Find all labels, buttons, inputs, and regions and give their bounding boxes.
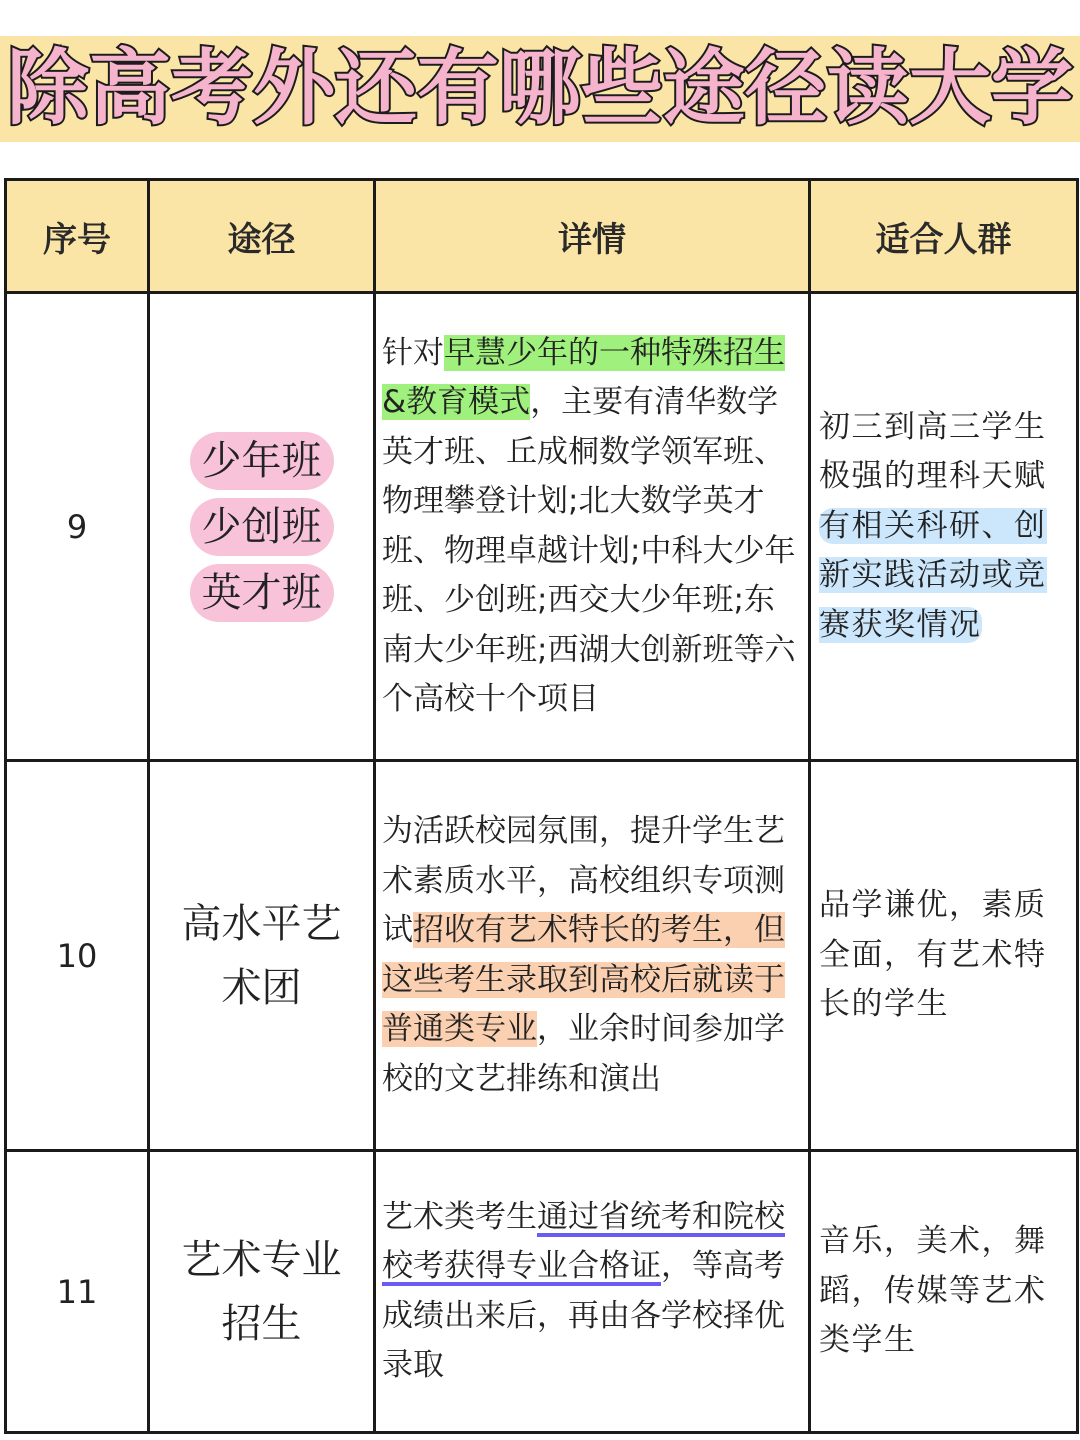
detail-cell xyxy=(375,1151,810,1433)
route-cell xyxy=(149,293,375,761)
route-pill: 英才班 xyxy=(190,564,334,622)
table-row xyxy=(6,761,1078,1151)
detail-text: ，主要有清华数学英才班、丘成桐数学领军班、物理攀登计划;北大数学英才班、物理卓越计划;中科大少年班、少创班;西交大少年班;东南大少年班;西湖大创新班等六个高校十个项目 xyxy=(382,384,796,717)
route-cell: 高水平艺术团 xyxy=(149,761,375,1151)
routes-table xyxy=(4,178,1079,1434)
row-index: 10 xyxy=(6,761,149,1151)
detail-text: ，等高考成绩出来后，再由各学校择优录取 xyxy=(382,1248,785,1383)
detail-cell xyxy=(375,761,810,1151)
table-row xyxy=(6,293,1078,761)
crowd-cell: 品学谦优，素质全面，有艺术特长的学生 xyxy=(810,761,1078,1151)
route-cell: 艺术专业招生 xyxy=(149,1151,375,1433)
header-detail: 详情 xyxy=(375,180,810,293)
detail-text: 针对 xyxy=(382,334,444,371)
row-index: 11 xyxy=(6,1151,149,1433)
detail-highlight-orange: 招收有艺术特长的考生，但这些考生录取到高校后就读于普通类专业 xyxy=(382,912,785,1047)
detail-text: 艺术类考生 xyxy=(382,1198,537,1235)
detail-text: ，业余时间参加学校的文艺排练和演出 xyxy=(382,1011,785,1097)
crowd-text: 初三到高三学生极强的理科天赋 xyxy=(819,408,1047,495)
crowd-cell: 音乐，美术，舞蹈，传媒等艺术类学生 xyxy=(810,1151,1078,1433)
route-pill: 少年班 xyxy=(190,432,334,490)
detail-highlight-green: 早慧少年的一种特殊招生&教育模式 xyxy=(382,334,785,420)
row-index: 9 xyxy=(6,293,149,761)
page-title: 除高考外还有哪些途径读大学 xyxy=(6,41,1073,136)
table-header-row xyxy=(6,180,1078,293)
crowd-highlight-blue: 有相关科研、创新实践活动或竞赛获奖情况 xyxy=(819,507,1047,643)
header-route: 途径 xyxy=(149,180,375,293)
detail-cell xyxy=(375,293,810,761)
detail-underline: 通过省统考和院校校考获得专业合格证 xyxy=(382,1198,785,1284)
table-row xyxy=(6,1151,1078,1433)
detail-text: 为活跃校园氛围，提升学生艺术素质水平，高校组织专项测试 xyxy=(382,813,785,948)
header-index: 序号 xyxy=(6,180,149,293)
route-pill: 少创班 xyxy=(190,498,334,556)
crowd-cell xyxy=(810,293,1078,761)
header-crowd: 适合人群 xyxy=(810,180,1078,293)
